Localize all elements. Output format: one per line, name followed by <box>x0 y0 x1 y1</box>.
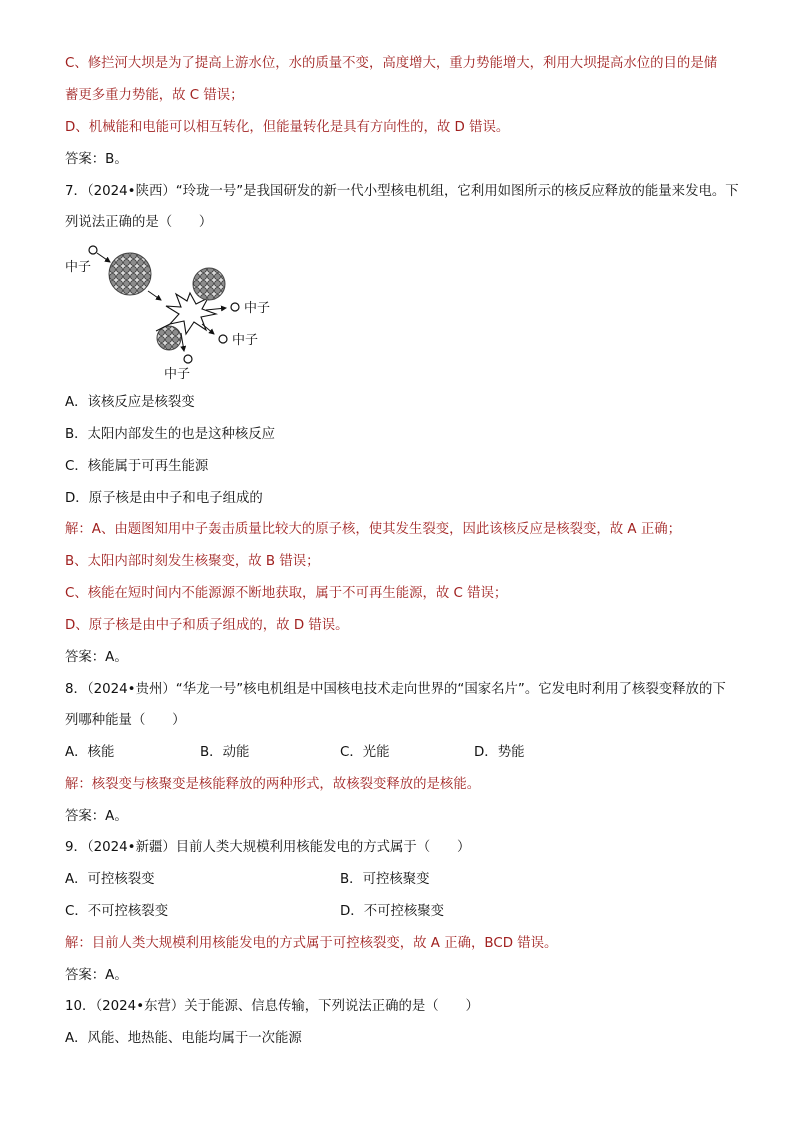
answer-line: 答案：A。 <box>65 968 128 983</box>
option-b: B．可控核聚变 <box>340 872 430 887</box>
question-8-stem-cont: 列哪种能量（ ） <box>65 713 186 728</box>
question-9-stem: 9．（2024•新疆）目前人类大规模利用核能发电的方式属于（ ） <box>65 840 471 855</box>
option-d: D．原子核是由中子和电子组成的 <box>65 491 263 506</box>
solution-line: C、修拦河大坝是为了提高上游水位，水的质量不变，高度增大，重力势能增大，利用大坝提高水位的目的是储 <box>65 56 718 71</box>
solution-line: B、太阳内部时刻发生核聚变，故 B 错误； <box>65 554 320 569</box>
option-c: C．不可控核裂变 <box>65 904 169 919</box>
product-nucleus <box>193 268 225 300</box>
fission-diagram <box>60 238 280 383</box>
option-a: A．核能 <box>65 745 115 760</box>
solution-line: 蓄更多重力势能，故 C 错误； <box>65 88 244 103</box>
product-nucleus <box>157 326 181 350</box>
question-10-stem: 10．（2024•东营）关于能源、信息传输，下列说法正确的是（ ） <box>65 999 479 1014</box>
answer-line: 答案：A。 <box>65 809 128 824</box>
option-b: B．动能 <box>200 745 250 760</box>
option-a: A．该核反应是核裂变 <box>65 395 195 410</box>
neutron-label: 中子 <box>232 333 259 348</box>
solution-line: D、机械能和电能可以相互转化，但能量转化是具有方向性的，故 D 错误。 <box>65 120 510 135</box>
neutron-label: 中子 <box>244 301 271 316</box>
option-a: A．风能、地热能、电能均属于一次能源 <box>65 1031 302 1046</box>
solution-line: 解：A、由题图知用中子轰击质量比较大的原子核，使其发生裂变，因此该核反应是核裂变，故 A 正确； <box>65 522 682 537</box>
option-c: C．光能 <box>340 745 390 760</box>
incoming-neutron <box>89 246 97 254</box>
solution-line: 解：核裂变与核聚变是核能释放的两种形式，故核裂变释放的是核能。 <box>65 777 481 792</box>
option-b: B．太阳内部发生的也是这种核反应 <box>65 427 276 442</box>
released-neutron <box>184 355 192 363</box>
question-7-stem: 7．（2024•陕西）“玲珑一号”是我国研发的新一代小型核电机组，它利用如图所示的核反应释放的能量来发电。下 <box>65 184 739 199</box>
answer-line: 答案：A。 <box>65 650 128 665</box>
released-neutron <box>219 335 227 343</box>
question-8-stem: 8．（2024•贵州）“华龙一号”核电机组是中国核电技术走向世界的“国家名片”。它发电时利用了核裂变释放的下 <box>65 682 726 697</box>
question-7-stem-cont: 列说法正确的是（ ） <box>65 215 213 230</box>
solution-line: D、原子核是由中子和质子组成的，故 D 错误。 <box>65 618 349 633</box>
option-d: D．不可控核聚变 <box>340 904 445 919</box>
neutron-label: 中子 <box>164 367 191 382</box>
option-d: D．势能 <box>474 745 525 760</box>
neutron-label: 中子 <box>65 260 92 275</box>
solution-line: C、核能在短时间内不能源源不断地获取，属于不可再生能源，故 C 错误； <box>65 586 508 601</box>
solution-line: 解：目前人类大规模利用核能发电的方式属于可控核裂变，故 A 正确，BCD 错误。 <box>65 936 558 951</box>
large-nucleus <box>109 253 151 295</box>
answer-line: 答案：B。 <box>65 152 128 167</box>
option-a: A．可控核裂变 <box>65 872 155 887</box>
released-neutron <box>231 303 239 311</box>
option-c: C．核能属于可再生能源 <box>65 459 209 474</box>
